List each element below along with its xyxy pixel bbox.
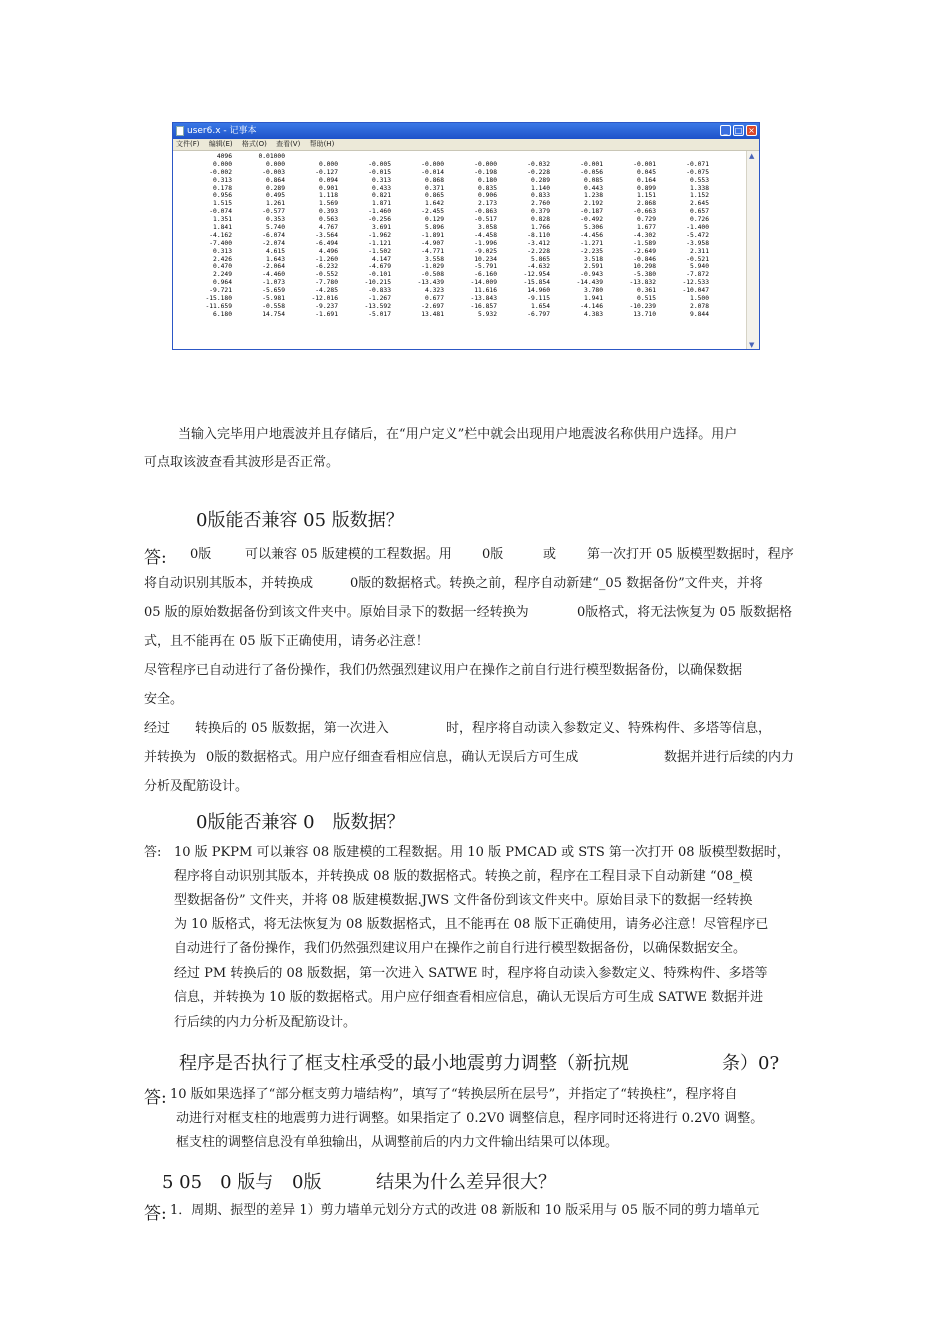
wave-data-cell: -0.256: [368, 216, 391, 224]
wave-data-cell: -12.533: [682, 279, 709, 287]
q2-answer-label: 答:: [144, 845, 162, 860]
q4-l1: 1．周期、振型的差异 1）剪力墙单元划分方式的改进 08 新版和 10 版采用与 05 版不同的剪力墙单元: [170, 1203, 760, 1218]
wave-data-cell: 4.496: [319, 247, 338, 255]
q1-l8b: 0版的数据格式。用户应仔细查看相应信息，确认无误后方可生成: [206, 750, 579, 765]
para1-line2: 可点取该波查看其波形是否正常。: [144, 455, 340, 470]
q1-l4: 式，且不能再在 05 版下正确使用，请务必注意！: [144, 634, 429, 649]
wave-data-cell: 0.956: [213, 192, 232, 200]
wave-data-cell: -6.232: [315, 263, 338, 271]
wave-data-cell: -1.260: [315, 255, 338, 263]
wave-data-row: [179, 192, 743, 200]
wave-data-cell: -4.285: [315, 287, 338, 295]
wave-data-cell: 0.433: [372, 184, 391, 192]
wave-data-cell: 0.178: [213, 184, 232, 192]
wave-data-cell: -1.891: [421, 231, 444, 239]
q1-l1d: 或: [543, 547, 557, 562]
q2-l5: 自动进行了备份操作，我们仍然强烈建议用户在操作之前自行进行模型数据备份，以确保数据安全。: [174, 941, 747, 956]
wave-data-cell: -3.958: [686, 239, 709, 247]
wave-data-cell: 5.306: [584, 224, 603, 232]
wave-data-cell: 0.313: [213, 247, 232, 255]
wave-data-cell: -4.460: [262, 271, 285, 279]
wave-data-grid: [179, 153, 743, 348]
wave-data-cell: -1.029: [421, 263, 444, 271]
q1-heading: 0版能否兼容 05 版数据？: [196, 510, 404, 531]
q4-answer-label: 答:: [144, 1204, 167, 1224]
wave-data-cell: -0.101: [368, 271, 391, 279]
wave-data-row: [179, 185, 743, 193]
q4-heading-c: 结果为什么差异很大？: [376, 1172, 556, 1193]
wave-data-cell: -0.075: [686, 168, 709, 176]
wave-data-cell: 2.311: [690, 247, 709, 255]
wave-data-cell: -1.267: [368, 295, 391, 303]
wave-data-cell: 1.569: [319, 200, 338, 208]
wave-data-cell: 1.151: [637, 192, 656, 200]
wave-data-cell: 0.379: [531, 208, 550, 216]
wave-data-row: [179, 311, 743, 319]
wave-data-cell: 0.313: [372, 176, 391, 184]
notepad-title: user6.x - 记事本: [187, 126, 257, 136]
wave-data-cell: 0.835: [478, 184, 497, 192]
wave-data-cell: 1.677: [637, 224, 656, 232]
wave-data-cell: -0.558: [262, 302, 285, 310]
wave-data-cell: 5.740: [266, 224, 285, 232]
wave-data-cell: 0.821: [372, 192, 391, 200]
wave-data-cell: -0.663: [633, 208, 656, 216]
wave-data-cell: 1.261: [266, 200, 285, 208]
q2-l1: 10 版 PKPM 可以兼容 08 版建模的工程数据。用 10 版 PMCAD 或 STS 第一次打开 08 版模型数据时，: [174, 845, 790, 860]
wave-data-cell: 4.323: [425, 287, 444, 295]
wave-data-cell: -0.863: [474, 208, 497, 216]
wave-data-cell: -3.564: [315, 231, 338, 239]
wave-data-cell: -4.458: [474, 231, 497, 239]
wave-data-cell: 0.657: [690, 208, 709, 216]
wave-data-cell: -4.162: [209, 231, 232, 239]
wave-data-cell: -4.632: [527, 263, 550, 271]
wave-data-cell: 10.298: [633, 263, 656, 271]
wave-data-cell: -0.032: [527, 160, 550, 168]
wave-data-row: [179, 224, 743, 232]
wave-data-cell: -1.400: [686, 224, 709, 232]
wave-data-cell: 0.553: [690, 176, 709, 184]
wave-data-cell: -9.025: [474, 247, 497, 255]
wave-data-cell: 0.094: [319, 176, 338, 184]
wave-data-cell: 0.865: [425, 192, 444, 200]
wave-data-cell: -1.073: [262, 279, 285, 287]
q1-l9: 分析及配筋设计。: [144, 779, 249, 794]
wave-data-cell: 1.351: [213, 216, 232, 224]
wave-data-cell: 0.353: [266, 216, 285, 224]
wave-data-cell: -12.016: [311, 295, 338, 303]
wave-data-cell: 0.828: [531, 216, 550, 224]
wave-data-cell: 6.180: [213, 310, 232, 318]
wave-data-row: [179, 208, 743, 216]
wave-data-cell: 0.180: [478, 176, 497, 184]
wave-data-cell: -0.187: [580, 208, 603, 216]
wave-data-cell: -7.400: [209, 239, 232, 247]
wave-data-cell: 0.726: [690, 216, 709, 224]
wave-data-row: [179, 263, 743, 271]
q1-l1c: 0版: [482, 547, 504, 562]
q2-l2: 程序将自动识别其版本，并转换成 08 版的数据格式。转换之前，程序在工程目录下自动新建 “08_模: [174, 869, 753, 884]
wave-data-cell: -0.015: [368, 168, 391, 176]
wave-data-cell: 0.393: [319, 208, 338, 216]
wave-data-cell: -6.160: [474, 271, 497, 279]
wave-data-cell: -0.521: [686, 255, 709, 263]
wave-data-cell: 3.780: [584, 287, 603, 295]
wave-data-cell: 2.645: [690, 200, 709, 208]
wave-data-cell: 9.844: [690, 310, 709, 318]
wave-data-cell: 5.940: [690, 263, 709, 271]
wave-data-cell: -4.679: [368, 263, 391, 271]
wave-data-cell: -6.494: [315, 239, 338, 247]
wave-data-row: [179, 169, 743, 177]
wave-data-cell: -0.198: [474, 168, 497, 176]
q1-l6: 安全。: [144, 692, 184, 707]
wave-data-cell: 2.868: [637, 200, 656, 208]
wave-data-cell: 5.932: [478, 310, 497, 318]
wave-data-cell: -10.239: [629, 302, 656, 310]
wave-data-cell: -0.552: [315, 271, 338, 279]
wave-data-cell: 1.642: [425, 200, 444, 208]
wave-data-cell: -14.439: [576, 279, 603, 287]
wave-data-cell: -0.228: [527, 168, 550, 176]
menu-edit: 编辑(E): [208, 140, 233, 148]
wave-data-cell: -5.659: [262, 287, 285, 295]
wave-data-cell: 0.085: [584, 176, 603, 184]
wave-data-row: [179, 216, 743, 224]
notepad-scrollbar: [746, 151, 759, 350]
wave-data-cell: -7.872: [686, 271, 709, 279]
wave-data-cell: -13.592: [364, 302, 391, 310]
wave-data-cell: -9.721: [209, 287, 232, 295]
wave-data-cell: 1.841: [213, 224, 232, 232]
wave-data-cell: 0.045: [637, 168, 656, 176]
wave-data-row: [179, 303, 743, 311]
wave-data-cell: 0.470: [213, 263, 232, 271]
scroll-up-icon: ▲: [749, 152, 755, 160]
wave-data-cell: 1.338: [690, 184, 709, 192]
wave-data-cell: -2.064: [262, 263, 285, 271]
q1-answer-label: 答:: [144, 548, 167, 568]
q2-l4: 为 10 版格式，将无法恢复为 08 版数据格式，且不能再在 08 版下正确使用，请务必注意！尽管程序已: [174, 917, 769, 932]
wave-data-cell: -9.237: [315, 302, 338, 310]
wave-data-cell: 0.899: [637, 184, 656, 192]
close-icon: ×: [746, 125, 757, 136]
wave-data-cell: -2.074: [262, 239, 285, 247]
q2-heading: 0版能否兼容 0 版数据？: [196, 812, 405, 833]
q2-l7: 信息，并转换为 10 版的数据格式。用户应仔细查看相应信息，确认无误后方可生成 SATWE 数据并进: [174, 990, 764, 1005]
q2-l8: 行后续的内力分析及配筋设计。: [174, 1015, 357, 1030]
wave-data-cell: -2.235: [580, 247, 603, 255]
wave-data-row: [179, 279, 743, 287]
wave-data-cell: -0.014: [421, 168, 444, 176]
wave-data-cell: 14.754: [262, 310, 285, 318]
q2-l6: 经过 PM 转换后的 08 版数据，第一次进入 SATWE 时，程序将自动读入参数定义、特殊构件、多塔等: [174, 966, 768, 981]
wave-data-cell: -1.996: [474, 239, 497, 247]
wave-data-cell: 13.710: [633, 310, 656, 318]
wave-data-cell: -1.691: [315, 310, 338, 318]
q2-l3: 型数据备份” 文件夹，并将 08 版建模数据.JWS 文件备份到该文件夹中。原始目录下的数据一经转换: [174, 893, 753, 908]
wave-data-cell: 1.941: [584, 295, 603, 303]
wave-data-row: [179, 256, 743, 264]
wave-data-cell: -0.833: [368, 287, 391, 295]
wave-data-cell: 2.426: [213, 255, 232, 263]
wave-data-cell: 0.129: [425, 216, 444, 224]
wave-data-cell: 1.140: [531, 184, 550, 192]
wave-data-cell: -1.460: [368, 208, 391, 216]
wave-data-cell: -4.302: [633, 231, 656, 239]
wave-data-row: [179, 232, 743, 240]
wave-data-row: [179, 248, 743, 256]
wave-data-cell: 0.729: [637, 216, 656, 224]
wave-data-cell: 2.249: [213, 271, 232, 279]
wave-data-cell: 5.896: [425, 224, 444, 232]
wave-data-cell: 2.192: [584, 200, 603, 208]
wave-data-cell: 0.495: [266, 192, 285, 200]
wave-data-cell: 0.443: [584, 184, 603, 192]
minimize-icon: _: [720, 125, 731, 136]
wave-data-cell: 0.313: [213, 176, 232, 184]
wave-data-cell: 1.654: [531, 302, 550, 310]
wave-data-cell: -0.000: [474, 160, 497, 168]
wave-data-cell: -10.047: [682, 287, 709, 295]
wave-data-cell: 0.289: [266, 184, 285, 192]
wave-data-cell: -0.056: [580, 168, 603, 176]
wave-data-cell: -5.017: [368, 310, 391, 318]
q3-l2: 动进行对框支柱的地震剪力进行调整。如果指定了 0.2V0 调整信息，程序同时还将进行 0.2V0 调整。: [176, 1111, 764, 1126]
wave-data-row: [179, 161, 743, 169]
wave-data-cell: 0.864: [266, 176, 285, 184]
wave-data-cell: 0.563: [319, 216, 338, 224]
q1-l1e: 第一次打开 05 版模型数据时，程序: [587, 547, 794, 562]
wave-data-cell: 0.289: [531, 176, 550, 184]
q1-l2a: 将自动识别其版本，并转换成: [144, 576, 314, 591]
q4-heading-a: 5 05 0 版与: [162, 1172, 274, 1193]
wave-data-cell: -13.832: [629, 279, 656, 287]
wave-data-row: [179, 295, 743, 303]
q1-l7b: 转换后的 05 版数据，第一次进入: [195, 721, 389, 736]
q1-l7a: 经过: [144, 721, 171, 736]
wave-data-cell: -2.228: [527, 247, 550, 255]
wave-data-cell: -5.380: [633, 271, 656, 279]
wave-data-cell: 11.616: [474, 287, 497, 295]
wave-data-cell: 1.515: [213, 200, 232, 208]
wave-data-cell: -12.954: [523, 271, 550, 279]
wave-data-cell: -16.857: [470, 302, 497, 310]
menu-file: 文件(F): [176, 140, 200, 148]
wave-data-cell: 3.691: [372, 224, 391, 232]
wave-data-cell: -5.791: [474, 263, 497, 271]
wave-data-cell: -14.009: [470, 279, 497, 287]
wave-data-cell: -0.492: [580, 216, 603, 224]
wave-data-cell: 3.558: [425, 255, 444, 263]
wave-data-cell: -15.854: [523, 279, 550, 287]
q4-heading-b: 0版: [292, 1172, 322, 1193]
wave-data-cell: 0.371: [425, 184, 444, 192]
q3-heading-b: 条）0?: [722, 1053, 780, 1074]
wave-data-cell: -1.271: [580, 239, 603, 247]
wave-data-cell: 0.515: [637, 295, 656, 303]
wave-data-cell: -2.455: [421, 208, 444, 216]
wave-data-cell: 1.643: [266, 255, 285, 263]
wave-data-cell: -0.127: [315, 168, 338, 176]
wave-data-cell: 0.868: [425, 176, 444, 184]
wave-data-cell: 0.906: [478, 192, 497, 200]
wave-data-row: [179, 240, 743, 248]
wave-data-cell: 14.960: [527, 287, 550, 295]
menu-help: 帮助(H): [309, 140, 335, 148]
wave-data-cell: 0.833: [531, 192, 550, 200]
q1-l5: 尽管程序已自动进行了备份操作，我们仍然强烈建议用户在操作之前自行进行模型数据备份，以确保数据: [144, 663, 743, 678]
wave-data-cell: -0.577: [262, 208, 285, 216]
menu-view: 查看(V): [276, 140, 301, 148]
wave-data-cell: -6.797: [527, 310, 550, 318]
wave-data-cell: -15.180: [205, 295, 232, 303]
wave-data-cell: -13.439: [417, 279, 444, 287]
wave-data-cell: 0.000: [213, 160, 232, 168]
wave-data-cell: 2.173: [478, 200, 497, 208]
wave-data-cell: 2.760: [531, 200, 550, 208]
wave-data-cell: -4.771: [421, 247, 444, 255]
wave-data-cell: -0.005: [368, 160, 391, 168]
q1-l8c: 数据并进行后续的内力: [664, 750, 795, 765]
wave-data-cell: -11.659: [205, 302, 232, 310]
wave-data-cell: 2.078: [690, 302, 709, 310]
wave-data-cell: -4.456: [580, 231, 603, 239]
wave-data-cell: -2.697: [421, 302, 444, 310]
wave-data-cell: -0.517: [474, 216, 497, 224]
wave-data-cell: -5.472: [686, 231, 709, 239]
para1-line1: 当输入完毕用户地震波并且存储后，在“用户定义”栏中就会出现用户地震波名称供用户选择。用户: [178, 427, 738, 442]
wave-data-cell: -0.943: [580, 271, 603, 279]
wave-data-cell: -1.502: [368, 247, 391, 255]
wave-data-cell: -3.412: [527, 239, 550, 247]
wave-data-cell: -1.589: [633, 239, 656, 247]
wave-data-cell: -0.002: [209, 168, 232, 176]
wave-data-row: [179, 153, 743, 161]
wave-data-cell: -7.780: [315, 279, 338, 287]
wave-data-cell: 0.01000: [258, 153, 285, 160]
menu-format: 格式(O): [241, 140, 267, 148]
wave-data-cell: 0.361: [637, 287, 656, 295]
wave-data-cell: -2.649: [633, 247, 656, 255]
wave-data-cell: 1.238: [584, 192, 603, 200]
wave-data-cell: 0.964: [213, 279, 232, 287]
wave-data-cell: -0.074: [209, 208, 232, 216]
wave-data-row: [179, 271, 743, 279]
q1-l8a: 并转换为: [144, 750, 197, 765]
wave-data-cell: 10.234: [474, 255, 497, 263]
wave-data-cell: 4.767: [319, 224, 338, 232]
wave-data-cell: -1.121: [368, 239, 391, 247]
wave-data-cell: 13.481: [421, 310, 444, 318]
wave-data-cell: 1.871: [372, 200, 391, 208]
wave-data-cell: -0.001: [633, 160, 656, 168]
wave-data-cell: -0.001: [580, 160, 603, 168]
wave-data-cell: -5.981: [262, 295, 285, 303]
wave-data-cell: -4.907: [421, 239, 444, 247]
wave-data-row: [179, 287, 743, 295]
wave-data-cell: 1.152: [690, 192, 709, 200]
notepad-titlebar: [173, 123, 759, 139]
q1-l2b: 0版的数据格式。转换之前，程序自动新建“_05 数据备份”文件夹，并将: [350, 576, 763, 591]
q1-l1b: 可以兼容 05 版建模的工程数据。用: [245, 547, 452, 562]
q3-answer-label: 答:: [144, 1088, 167, 1108]
scroll-down-icon: ▼: [749, 341, 755, 349]
wave-data-cell: -8.110: [527, 231, 550, 239]
wave-data-cell: -9.115: [527, 295, 550, 303]
wave-data-cell: -0.846: [633, 255, 656, 263]
wave-data-cell: -4.146: [580, 302, 603, 310]
wave-data-cell: 4.615: [266, 247, 285, 255]
notepad-screenshot: [172, 122, 760, 350]
notepad-menubar: [173, 139, 759, 151]
q1-l3a: 05 版的原始数据备份到该文件夹中。原始目录下的数据一经转换为: [144, 605, 529, 620]
wave-data-cell: 1.500: [690, 295, 709, 303]
q3-heading-a: 程序是否执行了框支柱承受的最小地震剪力调整（新抗规: [179, 1053, 629, 1074]
q1-l3b: 0版格式，将无法恢复为 05 版数据格: [577, 605, 793, 620]
wave-data-cell: -13.843: [470, 295, 497, 303]
wave-data-cell: 0.000: [266, 160, 285, 168]
wave-data-cell: -10.215: [364, 279, 391, 287]
wave-data-cell: -0.071: [686, 160, 709, 168]
wave-data-cell: 1.766: [531, 224, 550, 232]
wave-data-cell: 0.677: [425, 295, 444, 303]
wave-data-cell: 0.901: [319, 184, 338, 192]
wave-data-cell: 4096: [216, 153, 232, 160]
q3-l1: 10 版如果选择了“部分框支剪力墙结构”，填写了“转换层所在层号”，并指定了“转换柱”，程序将自: [170, 1087, 738, 1102]
wave-data-cell: -6.074: [262, 231, 285, 239]
notepad-icon: [176, 126, 184, 136]
q3-l3: 框支柱的调整信息没有单独输出，从调整前后的内力文件输出结果可以体现。: [176, 1135, 619, 1150]
wave-data-row: [179, 177, 743, 185]
wave-data-cell: -1.962: [368, 231, 391, 239]
wave-data-cell: 5.865: [531, 255, 550, 263]
wave-data-cell: -0.508: [421, 271, 444, 279]
wave-data-cell: 2.591: [584, 263, 603, 271]
wave-data-cell: 3.518: [584, 255, 603, 263]
wave-data-cell: -0.003: [262, 168, 285, 176]
q1-l7c: 时，程序将自动读入参数定义、特殊构件、多塔等信息，: [446, 721, 772, 736]
wave-data-cell: 0.164: [637, 176, 656, 184]
wave-data-cell: -0.000: [421, 160, 444, 168]
maximize-icon: □: [734, 126, 743, 135]
wave-data-cell: 4.383: [584, 310, 603, 318]
notepad-body: [173, 151, 759, 350]
wave-data-cell: 3.058: [478, 224, 497, 232]
q1-l1a: 0版: [190, 547, 212, 562]
wave-data-cell: 0.000: [319, 160, 338, 168]
wave-data-row: [179, 200, 743, 208]
wave-data-cell: 4.147: [372, 255, 391, 263]
wave-data-cell: 1.118: [319, 192, 338, 200]
